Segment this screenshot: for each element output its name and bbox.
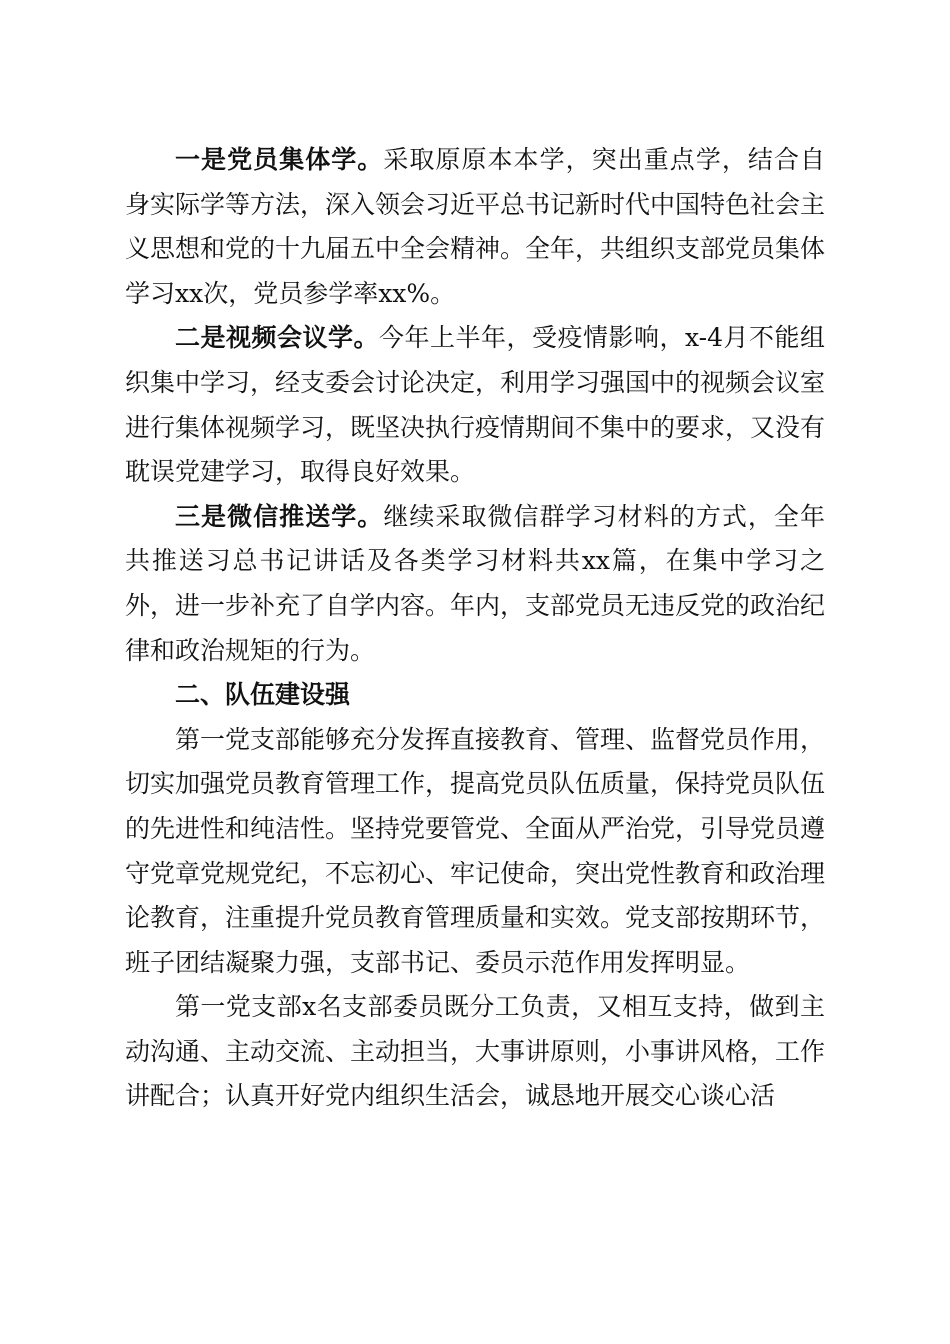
paragraph-committee-members: 第一党支部x名支部委员既分工负责，又相互支持，做到主动沟通、主动交流、主动担当，大事讲原则，小事讲风格，工作讲配合；认真开好党内组织生活会，诚恳地开展交心谈心活 <box>125 992 826 1111</box>
paragraph-lead: 三是微信推送学。 <box>175 501 384 531</box>
paragraph-lead: 二是视频会议学。 <box>175 323 379 353</box>
paragraph-text: 采取原原本本学，突出重点学，结合自身实际学等方法，深入领会习近平总书记新时代中国特色社会主义思想和党的十九届五中全会精神。全年，共组织支部党员集体学习xx次，党员参学率xx%。 <box>125 145 826 308</box>
section-heading: 二、队伍建设强 <box>175 680 351 710</box>
paragraph-text: 今年上半年，受疫情影响，x-4月不能组织集中学习，经支委会讨论决定，利用学习强国中的视频会议室进行集体视频学习，既坚决执行疫情期间不集中的要求，又没有耽误党建学习，取得良好效果。 <box>125 323 826 487</box>
paragraph-wechat-study <box>125 495 825 673</box>
document-body <box>125 138 825 1119</box>
paragraph-video-study <box>125 316 825 494</box>
paragraph-text: 继续采取微信群学习材料的方式，全年共推送习总书记讲话及各类学习材料共xx篇，在集中学习之外，进一步补充了自学内容。年内，支部党员无违反党的政治纪律和政治规矩的行为。 <box>125 501 826 665</box>
paragraph-team-building: 第一党支部能够充分发挥直接教育、管理、监督党员作用，切实加强党员教育管理工作，提高党员队伍质量，保持党员队伍的先进性和纯洁性。坚持党要管党、全面从严治党，引导党员遵守党章党规党纪，不忘初心、牢记使命，突出党性教育和政治理论教育，注重提升党员教育管理质量和实效。党支部按期环节，班子团结凝聚力强，支部书记、委员示范作用发挥明显。 <box>125 724 826 977</box>
paragraph-collective-study <box>125 138 825 316</box>
paragraph-lead: 一是党员集体学。 <box>175 145 384 174</box>
